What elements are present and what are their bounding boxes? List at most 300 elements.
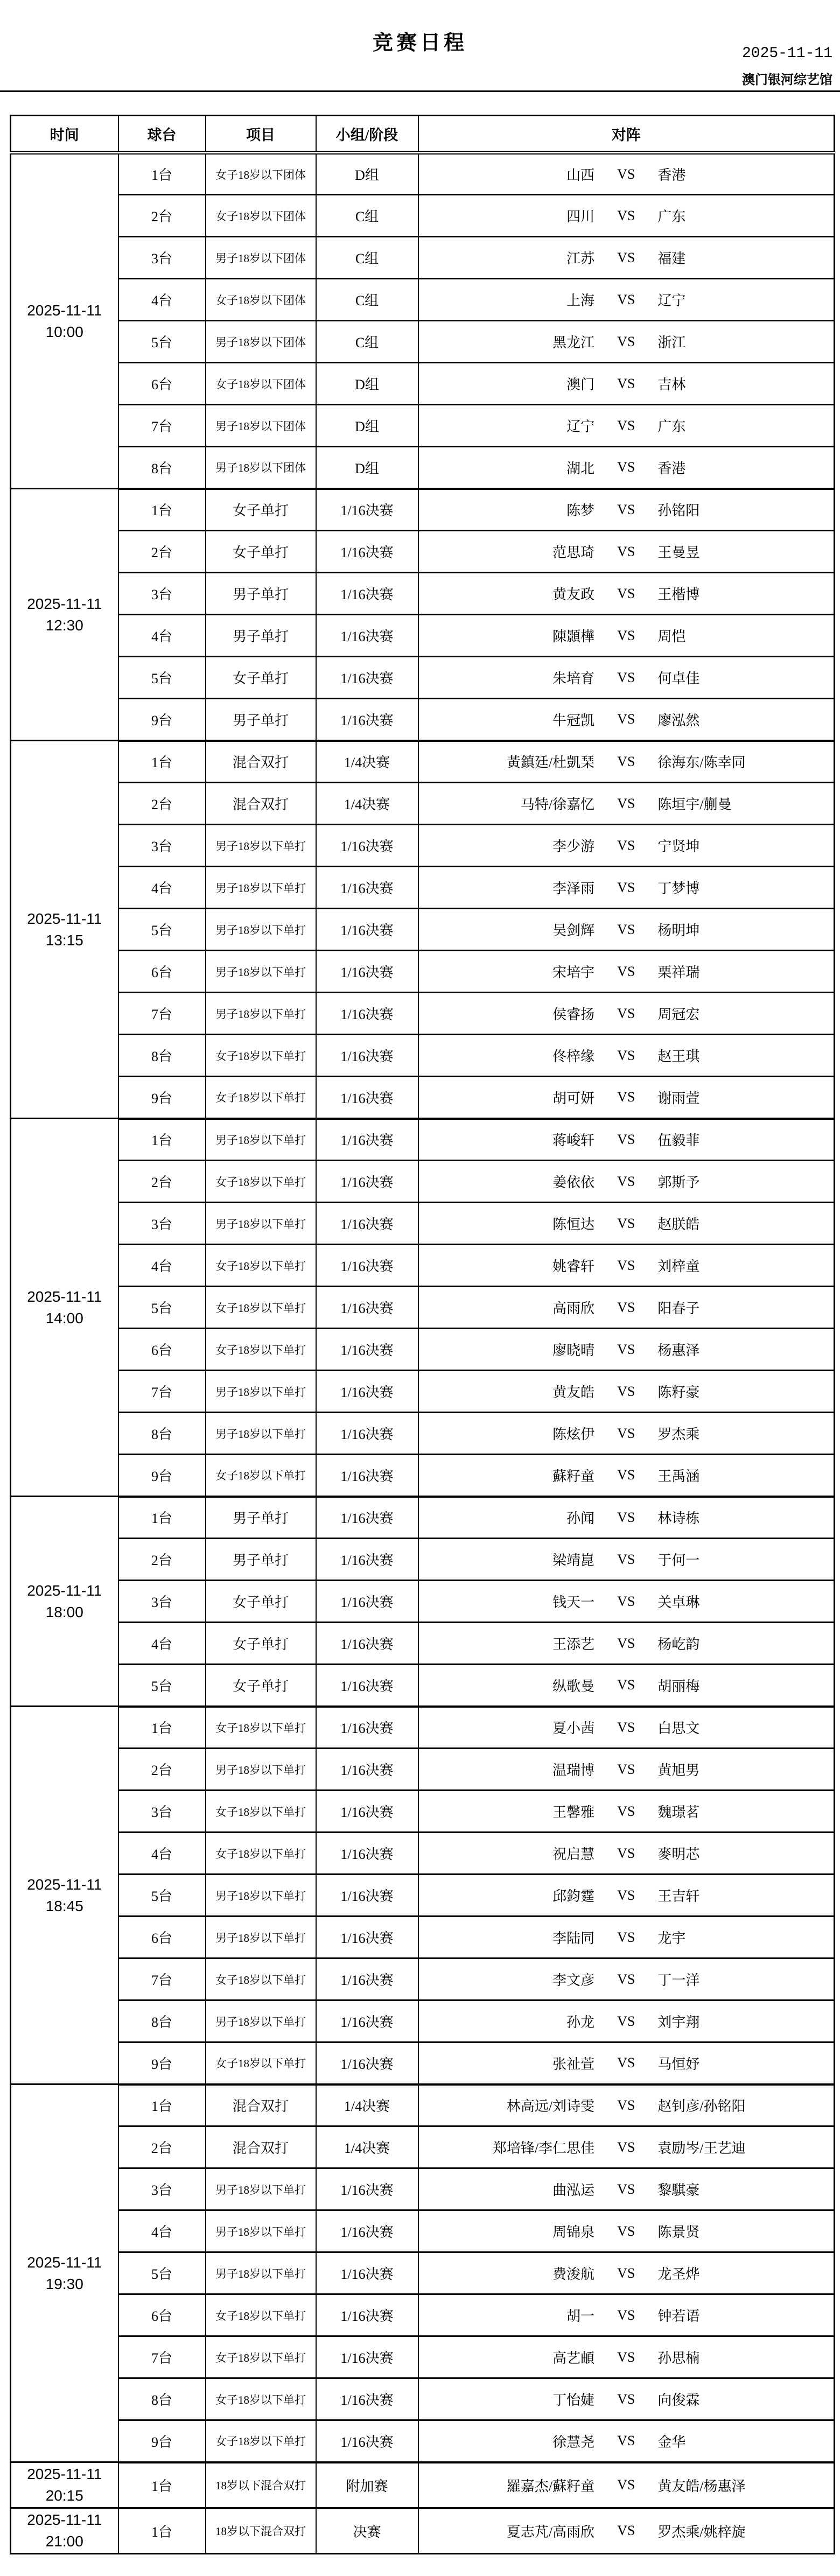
- matchup-cell: [418, 1161, 835, 1203]
- matchup-cell: [418, 867, 835, 909]
- away-player: 广东: [657, 419, 686, 434]
- table-number-cell: 7台: [118, 1371, 206, 1413]
- vs-label: VS: [617, 2523, 635, 2539]
- event-cell: 男子18岁以下单打: [206, 909, 316, 951]
- stage-cell: 1/16决赛: [316, 2001, 418, 2042]
- match-row: [11, 993, 835, 1035]
- vs-label: VS: [617, 249, 635, 265]
- matchup-cell: [418, 1665, 835, 1707]
- vs-label: VS: [617, 2477, 635, 2493]
- session-time: 10:00: [45, 323, 83, 340]
- match-row: [11, 2462, 835, 2508]
- event-cell: 男子18岁以下单打: [206, 1749, 316, 1791]
- home-player: 山西: [566, 167, 595, 183]
- matchup-line: [419, 752, 834, 771]
- matchup-line: [419, 1717, 834, 1737]
- table-number-cell: 8台: [118, 1035, 206, 1077]
- stage-cell: 1/16决赛: [316, 1875, 418, 1917]
- table-number-cell: 1台: [118, 1119, 206, 1161]
- match-row: [11, 2042, 835, 2084]
- session-time: 12:30: [45, 616, 83, 634]
- session-date: 2025-11-11: [27, 1288, 102, 1305]
- vs-label: VS: [617, 207, 635, 223]
- away-player: 阳春子: [657, 1301, 700, 1316]
- vs-label: VS: [617, 627, 635, 643]
- vs-label: VS: [617, 669, 635, 685]
- matchup-line: [419, 794, 834, 813]
- session-time: 19:30: [45, 2275, 83, 2292]
- away-player: 马恒妤: [657, 2056, 700, 2072]
- stage-cell: 1/16决赛: [316, 1329, 418, 1371]
- vs-label: VS: [617, 2013, 635, 2029]
- stage-cell: 1/16决赛: [316, 867, 418, 909]
- matchup-cell: [418, 1917, 835, 1959]
- away-player: 廖泓然: [657, 712, 700, 728]
- matchup-line: [419, 961, 834, 981]
- stage-cell: 1/16决赛: [316, 2042, 418, 2084]
- matchup-line: [419, 1843, 834, 1863]
- matchup-cell: [418, 1203, 835, 1245]
- stage-cell: 1/16决赛: [316, 825, 418, 867]
- table-number-cell: 3台: [118, 573, 206, 615]
- vs-label: VS: [617, 2391, 635, 2407]
- away-player: 陈垣宇/蒯曼: [657, 797, 732, 812]
- vs-label: VS: [617, 375, 635, 391]
- matchup-line: [419, 1465, 834, 1485]
- match-row: [11, 321, 835, 363]
- matchup-cell: [418, 2420, 835, 2462]
- match-row: [11, 237, 835, 279]
- matchup-line: [419, 1675, 834, 1695]
- match-row: [11, 2378, 835, 2420]
- vs-label: VS: [617, 963, 635, 979]
- home-player: 范思琦: [552, 545, 595, 560]
- away-player: 黄友皓/杨惠泽: [657, 2478, 746, 2494]
- stage-cell: 1/16决赛: [316, 1959, 418, 2001]
- home-player: 陈炫伊: [552, 1427, 595, 1442]
- matchup-cell: [418, 1623, 835, 1665]
- home-player: 江苏: [566, 251, 595, 266]
- vs-label: VS: [617, 1719, 635, 1735]
- stage-cell: 1/4决赛: [316, 2084, 418, 2126]
- matchup-line: [419, 1255, 834, 1275]
- event-cell: 男子18岁以下单打: [206, 2252, 316, 2294]
- table-number-cell: 7台: [118, 1959, 206, 2001]
- matchup-cell: [418, 1413, 835, 1455]
- stage-cell: D组: [316, 153, 418, 195]
- home-player: 姜依依: [552, 1175, 595, 1190]
- matchup-line: [419, 1633, 834, 1653]
- stage-cell: 1/16决赛: [316, 1287, 418, 1329]
- matchup-line: [419, 2179, 834, 2199]
- column-header-time: 时间: [11, 116, 118, 153]
- matchup-cell: [418, 1539, 835, 1581]
- matchup-line: [419, 710, 834, 729]
- matchup-cell: [418, 405, 835, 447]
- vs-label: VS: [617, 1845, 635, 1861]
- matchup-cell: [418, 237, 835, 279]
- table-number-cell: 8台: [118, 2001, 206, 2042]
- table-number-cell: 1台: [118, 2508, 206, 2554]
- match-row: [11, 1455, 835, 1497]
- table-number-cell: 1台: [118, 741, 206, 783]
- table-number-cell: 5台: [118, 657, 206, 699]
- stage-cell: 1/16决赛: [316, 1665, 418, 1707]
- session-time: 21:00: [45, 2533, 83, 2550]
- away-player: 赵朕皓: [657, 1217, 700, 1232]
- event-cell: 女子18岁以下单打: [206, 2294, 316, 2336]
- home-player: 郑培锋/李仁思佳: [492, 2140, 595, 2156]
- table-number-cell: 3台: [118, 1203, 206, 1245]
- match-row: [11, 1917, 835, 1959]
- stage-cell: 1/16决赛: [316, 1749, 418, 1791]
- vs-label: VS: [617, 1467, 635, 1483]
- event-cell: 混合双打: [206, 2084, 316, 2126]
- table-number-cell: 1台: [118, 2084, 206, 2126]
- match-row: [11, 1497, 835, 1539]
- table-number-cell: 9台: [118, 1455, 206, 1497]
- away-player: 杨明坤: [657, 923, 700, 938]
- session-date: 2025-11-11: [27, 2511, 102, 2528]
- matchup-line: [419, 1087, 834, 1107]
- home-player: 王馨雅: [552, 1805, 595, 1820]
- table-number-cell: 4台: [118, 615, 206, 657]
- matchup-line: [419, 1801, 834, 1821]
- match-row: [11, 867, 835, 909]
- matchup-line: [419, 1045, 834, 1065]
- matchup-cell: [418, 909, 835, 951]
- matchup-line: [419, 1507, 834, 1527]
- matchup-cell: [418, 1497, 835, 1539]
- matchup-line: [419, 584, 834, 603]
- matchup-line: [419, 1381, 834, 1401]
- venue-name: 澳门银河综艺馆: [742, 73, 832, 87]
- matchup-line: [419, 2137, 834, 2157]
- event-cell: 女子18岁以下团体: [206, 153, 316, 195]
- event-cell: 女子单打: [206, 1665, 316, 1707]
- event-cell: 女子18岁以下单打: [206, 1329, 316, 1371]
- matchup-line: [419, 2389, 834, 2409]
- away-player: 栗祥瑞: [657, 965, 700, 980]
- away-player: 魏璟茗: [657, 1805, 700, 1820]
- away-player: 广东: [657, 209, 686, 224]
- matchup-cell: [418, 1371, 835, 1413]
- stage-cell: 1/16决赛: [316, 2294, 418, 2336]
- table-number-cell: 4台: [118, 279, 206, 321]
- away-player: 孙铭阳: [657, 503, 700, 519]
- matchup-line: [419, 2011, 834, 2031]
- home-player: 徐慧尧: [552, 2434, 595, 2450]
- vs-label: VS: [617, 1299, 635, 1315]
- match-row: [11, 1665, 835, 1707]
- matchup-line: [419, 2053, 834, 2073]
- match-row: [11, 741, 835, 783]
- page-title: 竞赛日程: [372, 32, 467, 54]
- stage-cell: 1/16决赛: [316, 531, 418, 573]
- table-number-cell: 4台: [118, 1245, 206, 1287]
- away-player: 麥明芯: [657, 1847, 700, 1862]
- event-cell: 男子单打: [206, 1497, 316, 1539]
- matchup-cell: [418, 1875, 835, 1917]
- vs-label: VS: [617, 2055, 635, 2071]
- matchup-line: [419, 1339, 834, 1359]
- home-player: 黄友皓: [552, 1385, 595, 1400]
- match-row: [11, 2001, 835, 2042]
- matchup-line: [419, 836, 834, 855]
- table-number-cell: 2台: [118, 1539, 206, 1581]
- away-player: 何卓佳: [657, 671, 700, 686]
- table-number-cell: 3台: [118, 825, 206, 867]
- vs-label: VS: [617, 753, 635, 769]
- vs-label: VS: [617, 2307, 635, 2323]
- session-time: 18:00: [45, 1603, 83, 1620]
- event-cell: 男子18岁以下单打: [206, 993, 316, 1035]
- matchup-cell: [418, 1035, 835, 1077]
- event-cell: 女子18岁以下团体: [206, 279, 316, 321]
- stage-cell: 1/16决赛: [316, 1455, 418, 1497]
- vs-label: VS: [617, 1047, 635, 1063]
- stage-cell: C组: [316, 279, 418, 321]
- home-player: 周锦泉: [552, 2224, 595, 2240]
- table-number-cell: 4台: [118, 1623, 206, 1665]
- home-player: 澳门: [566, 377, 595, 392]
- stage-cell: 1/16决赛: [316, 1035, 418, 1077]
- column-header-table: 球台: [118, 116, 206, 153]
- stage-cell: 1/16决赛: [316, 2336, 418, 2378]
- vs-label: VS: [617, 2433, 635, 2449]
- home-player: 姚睿轩: [552, 1259, 595, 1274]
- event-cell: 男子18岁以下团体: [206, 321, 316, 363]
- event-cell: 男子18岁以下单打: [206, 1119, 316, 1161]
- matchup-cell: [418, 321, 835, 363]
- away-player: 刘梓童: [657, 1259, 700, 1274]
- event-cell: 男子18岁以下单打: [206, 1917, 316, 1959]
- time-cell: [11, 489, 118, 741]
- session-date: 2025-11-11: [27, 1876, 102, 1893]
- matchup-line: [419, 542, 834, 561]
- event-cell: 男子单打: [206, 573, 316, 615]
- event-cell: 男子18岁以下单打: [206, 825, 316, 867]
- vs-label: VS: [617, 795, 635, 811]
- away-player: 丁梦博: [657, 881, 700, 896]
- event-cell: 女子18岁以下单打: [206, 2042, 316, 2084]
- matchup-cell: [418, 1245, 835, 1287]
- matchup-line: [419, 1171, 834, 1191]
- table-number-cell: 3台: [118, 237, 206, 279]
- matchup-line: [419, 2305, 834, 2325]
- event-cell: 男子18岁以下单打: [206, 867, 316, 909]
- home-player: 陈梦: [566, 503, 595, 519]
- home-player: 孙龙: [566, 2015, 595, 2030]
- match-row: [11, 363, 835, 405]
- table-number-cell: 6台: [118, 1329, 206, 1371]
- home-player: 钱天一: [552, 1595, 595, 1610]
- vs-label: VS: [617, 879, 635, 895]
- away-player: 伍毅菲: [657, 1133, 700, 1149]
- away-player: 白思文: [657, 1721, 700, 1737]
- away-player: 钟若语: [657, 2308, 700, 2324]
- matchup-cell: [418, 2252, 835, 2294]
- table-number-cell: 7台: [118, 405, 206, 447]
- home-player: 侯睿扬: [552, 1007, 595, 1022]
- match-row: [11, 2420, 835, 2462]
- column-header-stage: 小组/阶段: [316, 116, 418, 153]
- vs-label: VS: [617, 1761, 635, 1777]
- matchup-line: [419, 206, 834, 226]
- match-row: [11, 1329, 835, 1371]
- match-row: [11, 447, 835, 489]
- match-row: [11, 1791, 835, 1833]
- away-player: 吉林: [657, 377, 686, 392]
- matchup-line: [419, 1297, 834, 1317]
- home-player: 吴剑辉: [552, 923, 595, 938]
- stage-cell: D组: [316, 363, 418, 405]
- home-player: 费浚航: [552, 2266, 595, 2282]
- match-row: [11, 1581, 835, 1623]
- home-player: 李少游: [552, 839, 595, 854]
- vs-label: VS: [617, 1509, 635, 1525]
- event-cell: 女子18岁以下团体: [206, 195, 316, 237]
- stage-cell: 1/16决赛: [316, 1539, 418, 1581]
- stage-cell: 1/16决赛: [316, 1077, 418, 1119]
- stage-cell: C组: [316, 321, 418, 363]
- session-time: 13:15: [45, 931, 83, 949]
- event-cell: 女子18岁以下单打: [206, 1245, 316, 1287]
- table-number-cell: 1台: [118, 1707, 206, 1749]
- away-player: 周冠宏: [657, 1007, 700, 1022]
- session-date: 2025-11-11: [27, 301, 102, 319]
- matchup-cell: [418, 783, 835, 825]
- event-cell: 女子单打: [206, 1581, 316, 1623]
- stage-cell: 1/16决赛: [316, 573, 418, 615]
- table-number-cell: 1台: [118, 489, 206, 531]
- matchup-cell: [418, 531, 835, 573]
- home-player: 胡一: [566, 2308, 595, 2324]
- matchup-cell: [418, 2001, 835, 2042]
- matchup-line: [419, 1549, 834, 1569]
- match-row: [11, 657, 835, 699]
- home-player: 上海: [566, 293, 595, 308]
- away-player: 浙江: [657, 335, 686, 350]
- matchup-line: [419, 500, 834, 520]
- stage-cell: 决赛: [316, 2508, 418, 2554]
- match-row: [11, 195, 835, 237]
- matchup-line: [419, 1129, 834, 1149]
- home-player: 邱鈞霆: [552, 1889, 595, 1904]
- session-date: 2025-11-11: [27, 2466, 102, 2482]
- vs-label: VS: [617, 1677, 635, 1693]
- matchup-cell: [418, 1959, 835, 2001]
- matchup-cell: [418, 825, 835, 867]
- matchup-line: [419, 1423, 834, 1443]
- time-cell: [11, 2462, 118, 2508]
- away-player: 王楷博: [657, 587, 700, 602]
- vs-label: VS: [617, 1887, 635, 1903]
- vs-label: VS: [617, 2139, 635, 2155]
- matchup-line: [419, 626, 834, 645]
- stage-cell: C组: [316, 195, 418, 237]
- away-player: 龙圣烨: [657, 2266, 700, 2282]
- matchup-line: [419, 1213, 834, 1233]
- event-cell: 男子18岁以下单打: [206, 1371, 316, 1413]
- column-header-matchup: 对阵: [418, 116, 835, 153]
- matchup-cell: [418, 2126, 835, 2168]
- vs-label: VS: [617, 1215, 635, 1231]
- match-row: [11, 153, 835, 195]
- stage-cell: 1/16决赛: [316, 909, 418, 951]
- stage-cell: 1/16决赛: [316, 1581, 418, 1623]
- stage-cell: C组: [316, 237, 418, 279]
- event-cell: 男子18岁以下团体: [206, 237, 316, 279]
- matchup-line: [419, 2521, 834, 2541]
- event-cell: 女子18岁以下单打: [206, 1707, 316, 1749]
- session-date: 2025-11-11: [27, 595, 102, 612]
- matchup-cell: [418, 1119, 835, 1161]
- home-player: 黄友政: [552, 587, 595, 602]
- match-row: [11, 2336, 835, 2378]
- event-cell: 男子18岁以下单打: [206, 1413, 316, 1455]
- vs-label: VS: [617, 1131, 635, 1147]
- vs-label: VS: [617, 1425, 635, 1441]
- home-player: 曲泓运: [552, 2182, 595, 2198]
- match-row: [11, 1371, 835, 1413]
- table-number-cell: 7台: [118, 2336, 206, 2378]
- stage-cell: D组: [316, 447, 418, 489]
- table-number-cell: 7台: [118, 993, 206, 1035]
- event-cell: 女子18岁以下单打: [206, 2420, 316, 2462]
- table-number-cell: 5台: [118, 2252, 206, 2294]
- away-player: 于何一: [657, 1553, 700, 1568]
- stage-cell: 附加赛: [316, 2462, 418, 2508]
- match-row: [11, 1959, 835, 2001]
- table-number-cell: 6台: [118, 2294, 206, 2336]
- vs-label: VS: [617, 1551, 635, 1567]
- matchup-cell: [418, 1791, 835, 1833]
- stage-cell: 1/16决赛: [316, 993, 418, 1035]
- away-player: 辽宁: [657, 293, 686, 308]
- table-number-cell: 2台: [118, 531, 206, 573]
- away-player: 赵王琪: [657, 1049, 700, 1064]
- away-player: 陈景贤: [657, 2224, 700, 2240]
- matchup-line: [419, 2263, 834, 2283]
- matchup-cell: [418, 2168, 835, 2210]
- table-number-cell: 2台: [118, 1749, 206, 1791]
- matchup-cell: [418, 489, 835, 531]
- matchup-cell: [418, 2508, 835, 2554]
- home-player: 宋培宇: [552, 965, 595, 980]
- stage-cell: D组: [316, 405, 418, 447]
- table-number-cell: 2台: [118, 195, 206, 237]
- match-row: [11, 405, 835, 447]
- stage-cell: 1/16决赛: [316, 2210, 418, 2252]
- time-cell: [11, 153, 118, 489]
- matchup-cell: [418, 1581, 835, 1623]
- event-cell: 男子单打: [206, 699, 316, 741]
- table-number-cell: 8台: [118, 1413, 206, 1455]
- home-player: 纵歌曼: [552, 1678, 595, 1694]
- away-player: 杨屹韵: [657, 1637, 700, 1652]
- match-row: [11, 909, 835, 951]
- event-cell: 男子18岁以下单打: [206, 951, 316, 993]
- away-player: 郭斯予: [657, 1175, 700, 1190]
- matchup-cell: [418, 951, 835, 993]
- away-player: 福建: [657, 251, 686, 266]
- table-number-cell: 4台: [118, 2210, 206, 2252]
- home-player: 温瑞博: [552, 1763, 595, 1778]
- match-row: [11, 2508, 835, 2554]
- event-cell: 女子单打: [206, 657, 316, 699]
- event-cell: 男子18岁以下团体: [206, 447, 316, 489]
